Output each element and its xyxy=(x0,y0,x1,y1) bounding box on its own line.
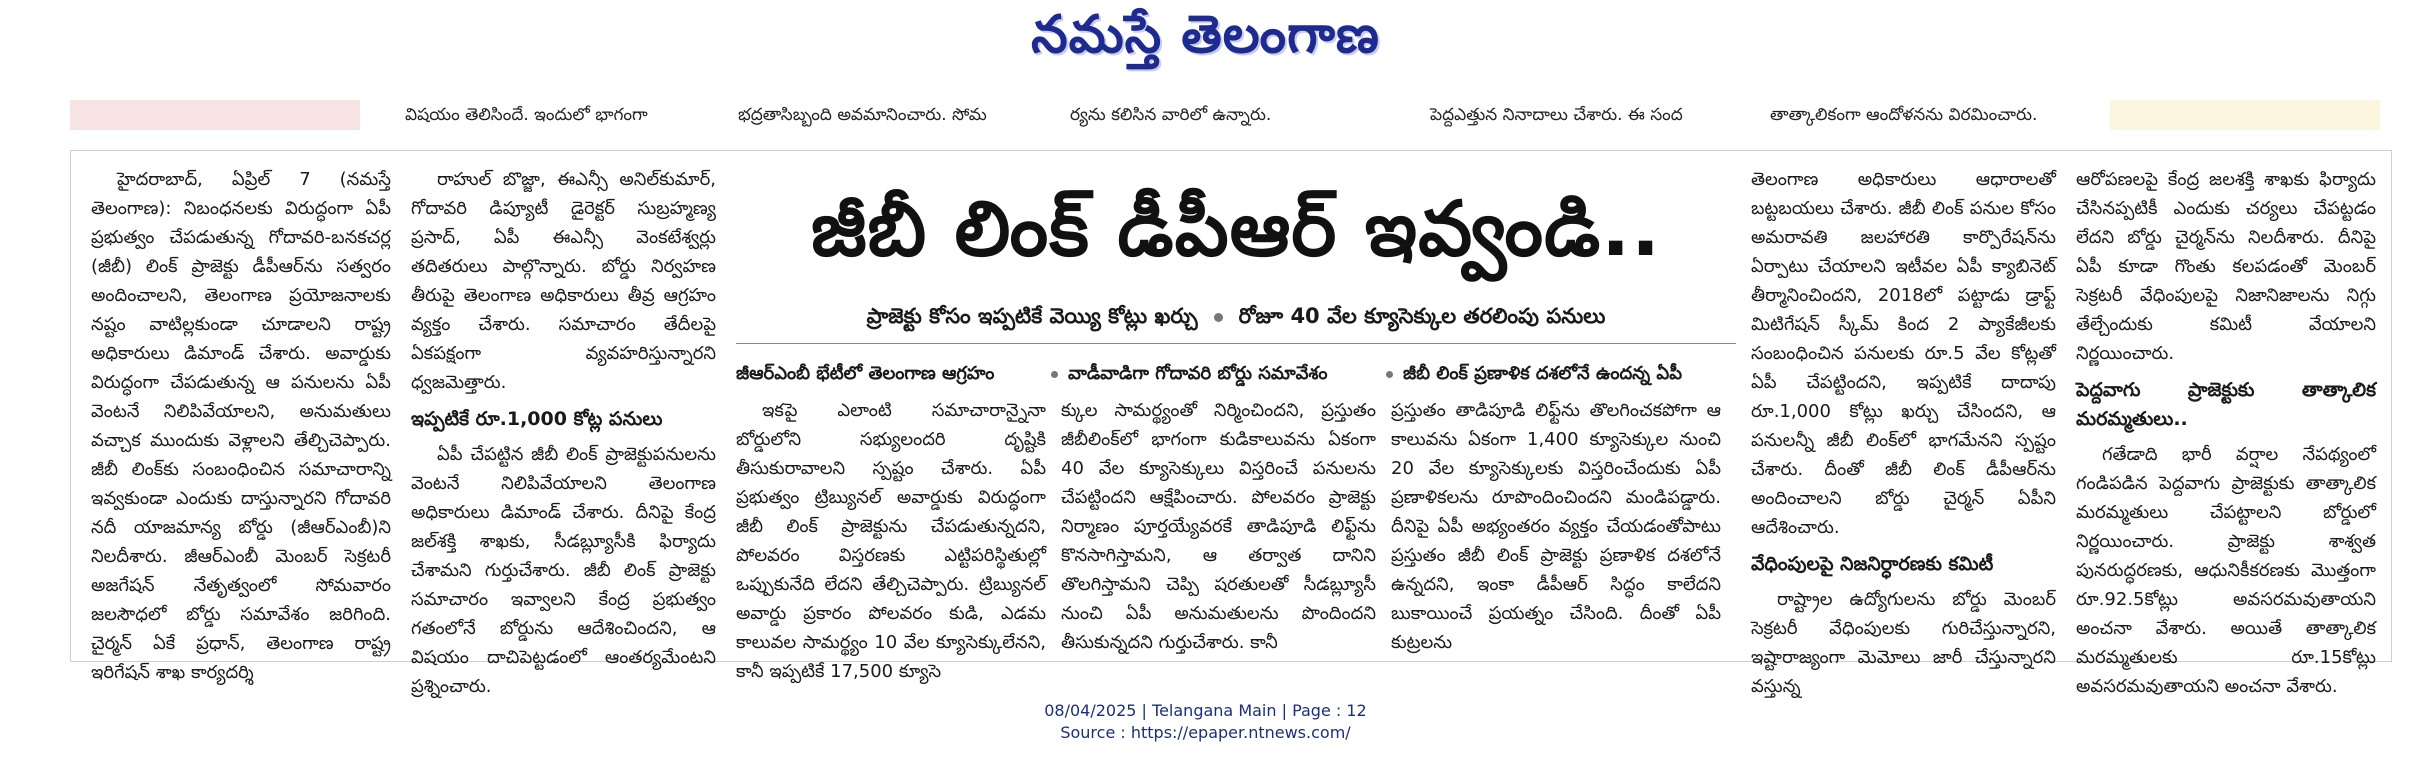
kicker xyxy=(1051,361,1327,387)
paragraph: ఆరోపణలపై కేంద్ర జలశక్తి శాఖకు ఫిర్యాదు చేసినప్పటికీ ఎందుకు చర్యలు చేపట్టడం లేదని బోర్డు చైర్మన్‌ను నిలదీశారు. దీనిపై ఏపీ కూడా గొంతు కలపడంతో మెంబర్ సెక్రటరీ వేధింపులపై నిజానిజాలను నిగ్గు తేల్చేందుకు కమిటీ వేయాలని నిర్ణయించారు. xyxy=(2076,169,2376,364)
kicker xyxy=(736,361,994,387)
article-column-3 xyxy=(736,396,1046,682)
subheading: ఇప్పటికే రూ.1,000 కోట్ల పనులు xyxy=(411,408,663,430)
kicker xyxy=(1386,361,1682,387)
article-column-1 xyxy=(91,165,391,683)
kicker-text: జీఆర్‌ఎంబీ భేటీలో తెలంగాణ ఆగ్రహం xyxy=(736,363,995,384)
previous-article-strip xyxy=(70,100,2380,130)
article-column-4 xyxy=(1061,396,1376,651)
masthead xyxy=(0,0,2411,72)
bullet-dot xyxy=(1051,371,1058,378)
article-column-7 xyxy=(2076,165,2376,697)
kicker-text: వాడీవాడిగా గోదావరి బోర్డు సమావేశం xyxy=(1068,363,1328,384)
deck-text: ప్రాజెక్టు కోసం ఇప్పటికే వెయ్యి కోట్లు ఖర్చు xyxy=(866,304,1198,328)
paragraph: తెలంగాణ అధికారులు ఆధారాలతో బట్టబయలు చేశారు. జీబీ లింక్ పనుల కోసం అమరావతి జలహారతి కార్పొరేషన్‌ను ఏర్పాటు చేయాలని ఇటీవల ఏపీ క్యాబినెట్ తీర్మానించిందని, 2018లో పట్టాడు డ్రాఫ్ట్ మిటిగేషన్ స్కీమ్ కింద 2 ప్యాకేజీలకు సంబంధించిన పనులకు రూ.5 వేల కోట్లతో ఏపీ చేపట్టిందని, ఇప్పటికే దాదాపు రూ.1,000 కోట్లు ఖర్చు చేసిందని, ఆ పనులన్నీ జీబీ లింక్‌లో భాగమేనని స్పష్టం చేశారు. దీంతో జీబీ లింక్ డీపీఆర్‌ను అందించాలని బోర్డు చైర్మన్ ఏపీని ఆదేశించారు. xyxy=(1751,169,2056,538)
paragraph: ఇకపై ఎలాంటి సమాచారాన్నైనా బోర్డులోని సభ్యులందరి దృష్టికి తీసుకురావాలని స్పష్టం చేశారు. ఏపీ ప్రభుత్వం ట్రిబ్యునల్ అవార్డుకు విరుద్ధంగా జీబీ లింక్ ప్రాజెక్టును చేపడుతున్నదని, పోలవరం విస్తరణకు ఎట్టిపరిస్థితుల్లో ఒప్పుకునేది లేదని తేల్చిచెప్పారు. ట్రిబ్యునల్ అవార్డు ప్రకారం పోలవరం కుడి, ఎడమ కాలువల సామర్థ్యం 10 వేల క్యూసెక్కులేనని, కానీ ఇప్పటికే 17,500 క్యూసె xyxy=(736,400,1046,682)
article-column-6 xyxy=(1751,165,2056,697)
bullet-dot xyxy=(1214,313,1223,322)
headline: జీబీ లింక్ డీపీఆర్ ఇవ్వండి.. xyxy=(810,184,1662,273)
bullet-dot xyxy=(1386,371,1393,378)
strip-text: పెద్దఎత్తున నినాదాలు చేశారు. ఈ సంద xyxy=(1430,105,1683,125)
newspaper-logo: నమస్తే తెలంగాణ xyxy=(1031,4,1380,65)
kicker-text: జీబీ లింక్ ప్రణాళిక దశలోనే ఉందన్న ఏపీ xyxy=(1403,363,1682,384)
news-article xyxy=(70,150,2392,697)
source-link[interactable]: Source : https://epaper.ntnews.com/ xyxy=(1060,723,1351,742)
subheading: పెద్దవాగు ప్రాజెక్టుకు తాత్కాలిక మరమ్మతులు.. xyxy=(2076,379,2376,430)
article-column-5 xyxy=(1391,396,1721,651)
article-column-2 xyxy=(411,165,716,697)
paragraph: క్కుల సామర్థ్యంతో నిర్మించిందని, ప్రస్తుతం జీబీలింక్‌లో భాగంగా కుడికాలువను ఏకంగా 40 వేల క్యూసెక్కులు విస్తరించే పనులను చేపట్టిందని ఆక్షేపించారు. పోలవరం ప్రాజెక్టు నిర్మాణం పూర్తయ్యేవరకే తాడిపూడి లిఫ్ట్‌ను కొనసాగిస్తామని, ఆ తర్వాత దానిని తొలగిస్తామని చెప్పి షరతులతో సీడబ్ల్యూసీ నుంచి ఏపీ అనుమతులను పొందిందని తీసుకున్నదని గుర్తుచేశారు. కానీ xyxy=(1061,400,1376,653)
divider xyxy=(736,343,1736,344)
strip-text: భద్రతాసిబ్బంది అవమానించారు. సోమ xyxy=(738,105,987,125)
page-footer xyxy=(0,700,2411,744)
paragraph: హైదరాబాద్, ఏప్రిల్ 7 (నమస్తే తెలంగాణ): నిబంధనలకు విరుద్ధంగా ఏపీ ప్రభుత్వం చేపడుతున్న గోదావరి-బనకచర్ల (జీబీ) లింక్ ప్రాజెక్టు డీపీఆర్‌ను సత్వరం అందించాలని, తెలంగాణ ప్రయోజనాలకు నష్టం వాటిల్లకుండా చూడాలని రాష్ట్ర అధికారులు డిమాండ్ చేశారు. అవార్డుకు విరుద్ధంగా చేపడుతున్న ఆ పనులను ఏపీ వెంటనే నిలిపివేయాలని, అనుమతులు వచ్చాక ముందుకు వెళ్లాలని తేల్చిచెప్పారు. జీబీ లింక్‌కు సంబంధించిన సమాచారాన్ని ఇవ్వకుండా ఎందుకు దాస్తున్నారని గోదావరి నదీ యాజమాన్య బోర్డు (జీఆర్‌ఎంబీ)ని నిలదీశారు. జీఆర్‌ఎంబీ మెంబర్ సెక్రటరీ అజగేషన్ నేతృత్వంలో సోమవారం జలసౌధలో బోర్డు సమావేశం జరిగింది. చైర్మన్ ఏకే ప్రధాన్, తెలంగాణ రాష్ట్ర ఇరిగేషన్ శాఖ కార్యదర్శి xyxy=(91,169,391,683)
paragraph: రాహుల్ బొజ్జా, ఈఎన్సీ అనిల్‌కుమార్, గోదావరి డిప్యూటీ డైరెక్టర్ సుబ్రహ్మణ్య ప్రసాద్, ఏపీ ఈఎన్సీ వెంకటేశ్వర్లు తదితరులు పాల్గొన్నారు. బోర్డు నిర్వహణ తీరుపై తెలంగాణ అధికారులు తీవ్ర ఆగ్రహం వ్యక్తం చేశారు. సమాచారం తేదీలపై ఏకపక్షంగా వ్యవహరిస్తున్నారని ధ్వజమెత్తారు. xyxy=(411,169,716,393)
strip-text: తాత్కాలికంగా ఆందోళనను విరమించారు. xyxy=(1770,105,2038,125)
paragraph: రాష్ట్రాల ఉద్యోగులను బోర్డు మెంబర్ సెక్రటరీ వేధింపులకు గురిచేస్తున్నారని, ఇష్టారాజ్యంగా మెమోలు జారీ చేస్తున్నారని వస్తున్న xyxy=(1751,589,2056,697)
strip-text: విషయం తెలిసిందే. ఇందులో భాగంగా xyxy=(405,105,648,125)
yellow-ad-box xyxy=(2110,100,2380,130)
paragraph: గతేడాది భారీ వర్షాల నేపథ్యంలో గండిపడిన పెద్దవాగు ప్రాజెక్టుకు తాత్కాలిక మరమ్మతులు చేపట్టాలని బోర్డులో నిర్ణయించారు. ప్రాజెక్టు శాశ్వత పునరుద్ధరణకు, ఆధునికీకరణకు మొత్తంగా రూ.92.5కోట్లు అవసరమవుతాయని అంచనా వేశారు. అయితే తాత్కాలిక మరమ్మతులకు రూ.15కోట్లు అవసరమవుతాయని అంచనా వేశారు. xyxy=(2076,444,2376,697)
subheading: వేధింపులపై నిజనిర్ధారణకు కమిటీ xyxy=(1751,553,1994,575)
paragraph: ప్రస్తుతం తాడిపూడి లిఫ్ట్‌ను తొలగించకపోగా ఆ కాలువను ఏకంగా 1,400 క్యూసెక్కుల నుంచి 20 వేల క్యూసెక్కులకు విస్తరించేందుకు ఏపీ ప్రణాళికలను రూపొందించిందని మండిపడ్డారు. దీనిపై ఏపీ అభ్యంతరం వ్యక్తం చేయడంతోపాటు ప్రస్తుతం జీబీ లింక్ ప్రాజెక్టు ప్రణాళిక దశలోనే ఉన్నదని, ఇంకా డీపీఆర్ సిద్ధం కాలేదని బుకాయించే ప్రయత్నం చేసింది. దీంతో ఏపీ కుట్రలను xyxy=(1391,400,1721,653)
deck xyxy=(736,301,1736,331)
deck-text: రోజూ 40 వేల క్యూసెక్కుల తరలింపు పనులు xyxy=(1238,304,1606,328)
paragraph: ఏపీ చేపట్టిన జీబీ లింక్ ప్రాజెక్టుపనులను వెంటనే నిలిపివేయాలని తెలంగాణ అధికారులు డిమాండ్ చేశారు. దీనిపై కేంద్ర జల్‌శక్తి శాఖకు, సీడబ్ల్యూసీకి ఫిర్యాదు చేశామని గుర్తుచేశారు. జీబీ లింక్ ప్రాజెక్టు సమాచారం ఇవ్వాలని కేంద్ర ప్రభుత్వం గతంలోనే బోర్డును ఆదేశించిందని, ఆ విషయం దాచిపెట్టడంలో ఆంతర్యమేంటని ప్రశ్నించారు. xyxy=(411,444,716,697)
pink-ad-box xyxy=(70,100,360,130)
edition-info: 08/04/2025 | Telangana Main | Page : 12 xyxy=(1044,701,1367,720)
strip-text: ర్యను కలిసిన వారిలో ఉన్నారు. xyxy=(1070,105,1272,125)
